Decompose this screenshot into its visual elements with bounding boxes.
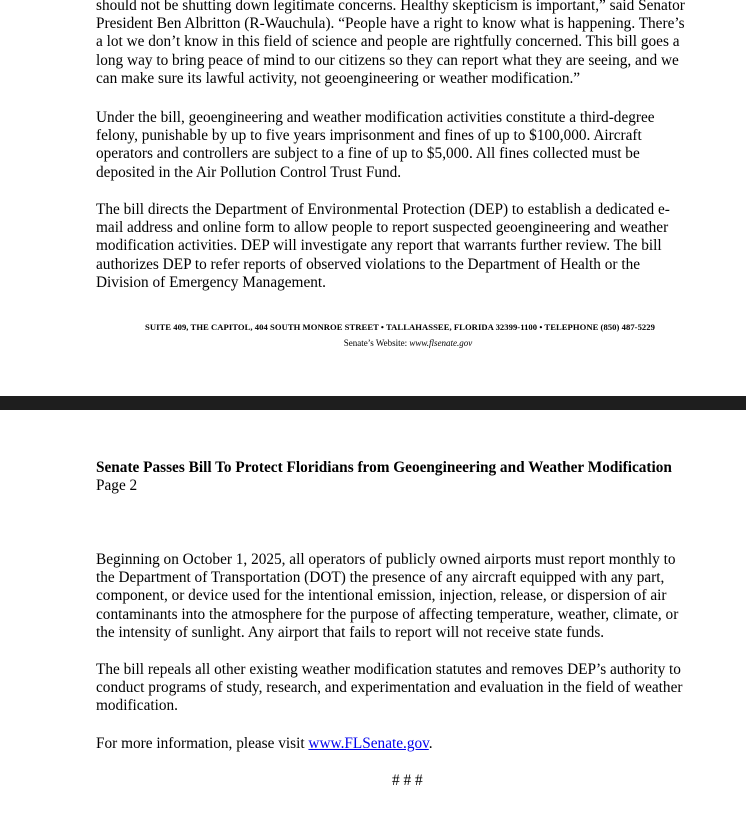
text-line: long way to bring peace of mind to our citizens so they can report what they are seeing, and we [96,51,679,69]
text-line: authorizes DEP to refer reports of observed violations to the Department of Health or the [96,255,641,273]
text-line: component, or device used for the intentional emission, injection, release, or dispersion of air [96,587,667,605]
text-line: felony, punishable by up to five years imprisonment and fines of up to $100,000. Aircraft [96,127,642,145]
more-info-prefix: For more information, please visit [96,735,309,752]
text-line: conduct programs of study, research, and experimentation and evaluation in the field of weather [96,679,683,697]
airport-reporting-paragraph [96,551,724,642]
more-info-suffix: . [428,735,433,752]
footer-address: SUITE 409, THE CAPITOL, 404 SOUTH MONROE STREET • TALLAHASSEE, FLORIDA 32399-1100 • TELEPHONE (850) 487-5229 [145,322,655,332]
page-number: Page 2 [96,477,138,494]
more-info-line [96,735,724,753]
text-line: Beginning on October 1, 2025, all operators of publicly owned airports must report monthly to [96,551,676,568]
end-mark: # # # [392,772,423,789]
footer-website-url[interactable]: www.flsenate.gov [409,338,473,348]
page-heading: Senate Passes Bill To Protect Floridians from Geoengineering and Weather Modification [96,459,672,476]
page-separator [0,396,746,410]
text-line: Under the bill, geoengineering and weather modification activities constitute a third-degree [96,109,655,126]
text-line: can make sure its lawful activity, not geoengineering or weather modification.” [96,69,581,87]
text-line: operators and controllers are subject to a fine of up to $5,000. All fines collected must be [96,145,640,163]
footer-website-label: Senate’s Website: [343,338,408,348]
text-line: should not be shutting down legitimate concerns. Healthy skepticism is important,” said Senator [96,0,685,14]
text-line: modification activities. DEP will investigate any report that warrants further review. The bill [96,237,662,255]
text-line: The bill repeals all other existing weather modification statutes and removes DEP’s authority to [96,661,681,678]
flsenate-link[interactable]: www.FLSenate.gov [308,735,429,752]
document-page-1 [0,0,746,396]
felony-paragraph [96,109,724,182]
text-line: contaminants into the atmosphere for the purpose of affecting temperature, weather, climate, or [96,605,679,623]
text-line: the intensity of sunlight. Any airport that fails to report will not receive state funds. [96,623,605,641]
repeal-paragraph [96,661,724,716]
text-line: The bill directs the Department of Environmental Protection (DEP) to establish a dedicated e- [96,201,670,218]
dep-reporting-paragraph [96,201,724,292]
quote-paragraph [96,0,724,88]
text-line: modification. [96,697,178,715]
text-line: President Ben Albritton (R-Wauchula). “People have a right to know what is happening. There’s [96,15,685,33]
text-line: mail address and online form to allow people to report suspected geoengineering and weather [96,219,669,237]
text-line: a lot we don’t know in this field of science and people are rightfully concerned. This bill goes a [96,33,680,51]
footer-website [0,338,746,348]
text-line: the Department of Transportation (DOT) the presence of any aircraft equipped with any part, [96,569,665,587]
text-line: deposited in the Air Pollution Control Trust Fund. [96,163,402,181]
text-line: Division of Emergency Management. [96,273,326,291]
